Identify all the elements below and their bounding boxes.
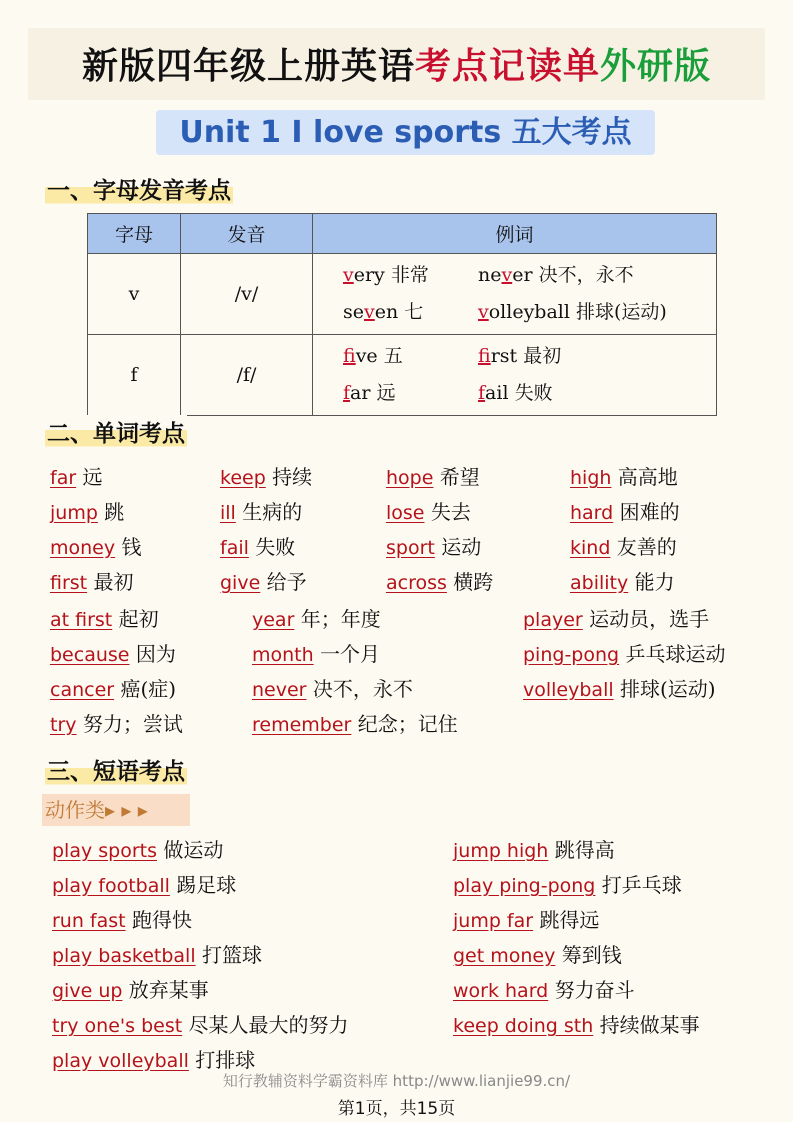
- section-phrases-heading: 三、短语考点: [45, 753, 187, 786]
- word-item: keep 持续: [220, 465, 313, 489]
- word-item: hard 困难的: [570, 500, 680, 524]
- header-letter: 字母: [88, 214, 181, 254]
- word-item: high 高高地: [570, 465, 678, 489]
- word-item: far 远: [50, 465, 103, 489]
- title-part2: 考点记读单: [414, 46, 600, 87]
- word-item: ability 能力: [570, 570, 675, 594]
- phrase-item: work hard 努力奋斗: [453, 978, 635, 1002]
- phrase-item: jump far 跳得远: [453, 908, 600, 932]
- header-sound: 发音: [181, 214, 313, 254]
- word-item: ill 生病的: [220, 500, 303, 524]
- word-item: jump 跳: [50, 500, 125, 524]
- word-item: ping-pong 乒乓球运动: [523, 642, 726, 666]
- example-word: volleyball 排球(运动): [478, 301, 667, 323]
- word-item: give 给予: [220, 570, 307, 594]
- word-item: fail 失败: [220, 535, 296, 559]
- example-word: first 最初: [478, 345, 562, 367]
- footer-page-number: 第1页，共15页: [337, 1099, 456, 1119]
- example-word: far 远: [343, 382, 396, 404]
- page-title: [0, 38, 793, 89]
- example-word: never 决不，永不: [478, 264, 634, 286]
- phrase-item: play ping-pong 打乒乓球: [453, 873, 682, 897]
- word-item: because 因为: [50, 642, 176, 666]
- phrase-item: play football 踢足球: [52, 873, 237, 897]
- phonics-row: [88, 335, 717, 416]
- word-item: at first 起初: [50, 607, 159, 631]
- unit-title: Unit 1 I love sports 五大考点: [156, 110, 655, 155]
- example-word: very 非常: [343, 264, 429, 286]
- word-item: lose 失去: [386, 500, 471, 524]
- phrase-item: run fast 跑得快: [52, 908, 192, 932]
- title-part3: 外研版: [600, 46, 712, 87]
- word-item: player 运动员，选手: [523, 607, 710, 631]
- phonics-header-row: [88, 214, 717, 254]
- letter-cell: f: [88, 335, 181, 416]
- word-item: across 横跨: [386, 570, 494, 594]
- sound-cell: /f/: [181, 335, 313, 416]
- word-item: remember 纪念；记住: [252, 712, 458, 736]
- word-item: year 年；年度: [252, 607, 381, 631]
- word-item: first 最初: [50, 570, 134, 594]
- phrase-item: keep doing sth 持续做某事: [453, 1013, 700, 1037]
- sound-cell: /v/: [181, 254, 313, 335]
- example-word: fail 失败: [478, 382, 553, 404]
- word-item: volleyball 排球(运动): [523, 677, 716, 701]
- phrase-item: play sports 做运动: [52, 838, 224, 862]
- header-examples: 例词: [313, 214, 717, 254]
- word-item: never 决不，永不: [252, 677, 413, 701]
- word-item: hope 希望: [386, 465, 480, 489]
- phrase-item: play basketball 打篮球: [52, 943, 262, 967]
- phrase-item: give up 放弃某事: [52, 978, 209, 1002]
- word-item: month 一个月: [252, 642, 381, 666]
- example-word: seven 七: [343, 301, 424, 323]
- footer-source: 知行教辅资料学霸资料库 http://www.lianjie99.cn/: [222, 1072, 571, 1090]
- word-item: sport 运动: [386, 535, 482, 559]
- phrase-category-label: 动作类▸ ▸ ▸: [42, 794, 190, 826]
- word-item: kind 友善的: [570, 535, 677, 559]
- examples-cell: [313, 335, 717, 416]
- phrase-item: play volleyball 打排球: [52, 1048, 256, 1072]
- phonics-table: [87, 213, 717, 416]
- letter-cell: v: [88, 254, 181, 335]
- section-phonics-heading: 一、字母发音考点: [45, 172, 233, 205]
- phonics-row: [88, 254, 717, 335]
- word-item: try 努力；尝试: [50, 712, 183, 736]
- title-part1: 新版四年级上册英语: [81, 46, 415, 87]
- section-words-heading: 二、单词考点: [45, 415, 187, 448]
- examples-cell: [313, 254, 717, 335]
- word-item: cancer 癌(症): [50, 677, 177, 701]
- word-item: money 钱: [50, 535, 142, 559]
- example-word: five 五: [343, 345, 403, 367]
- phrase-item: jump high 跳得高: [453, 838, 615, 862]
- phrase-item: get money 筹到钱: [453, 943, 622, 967]
- phrase-item: try one's best 尽某人最大的努力: [52, 1013, 349, 1037]
